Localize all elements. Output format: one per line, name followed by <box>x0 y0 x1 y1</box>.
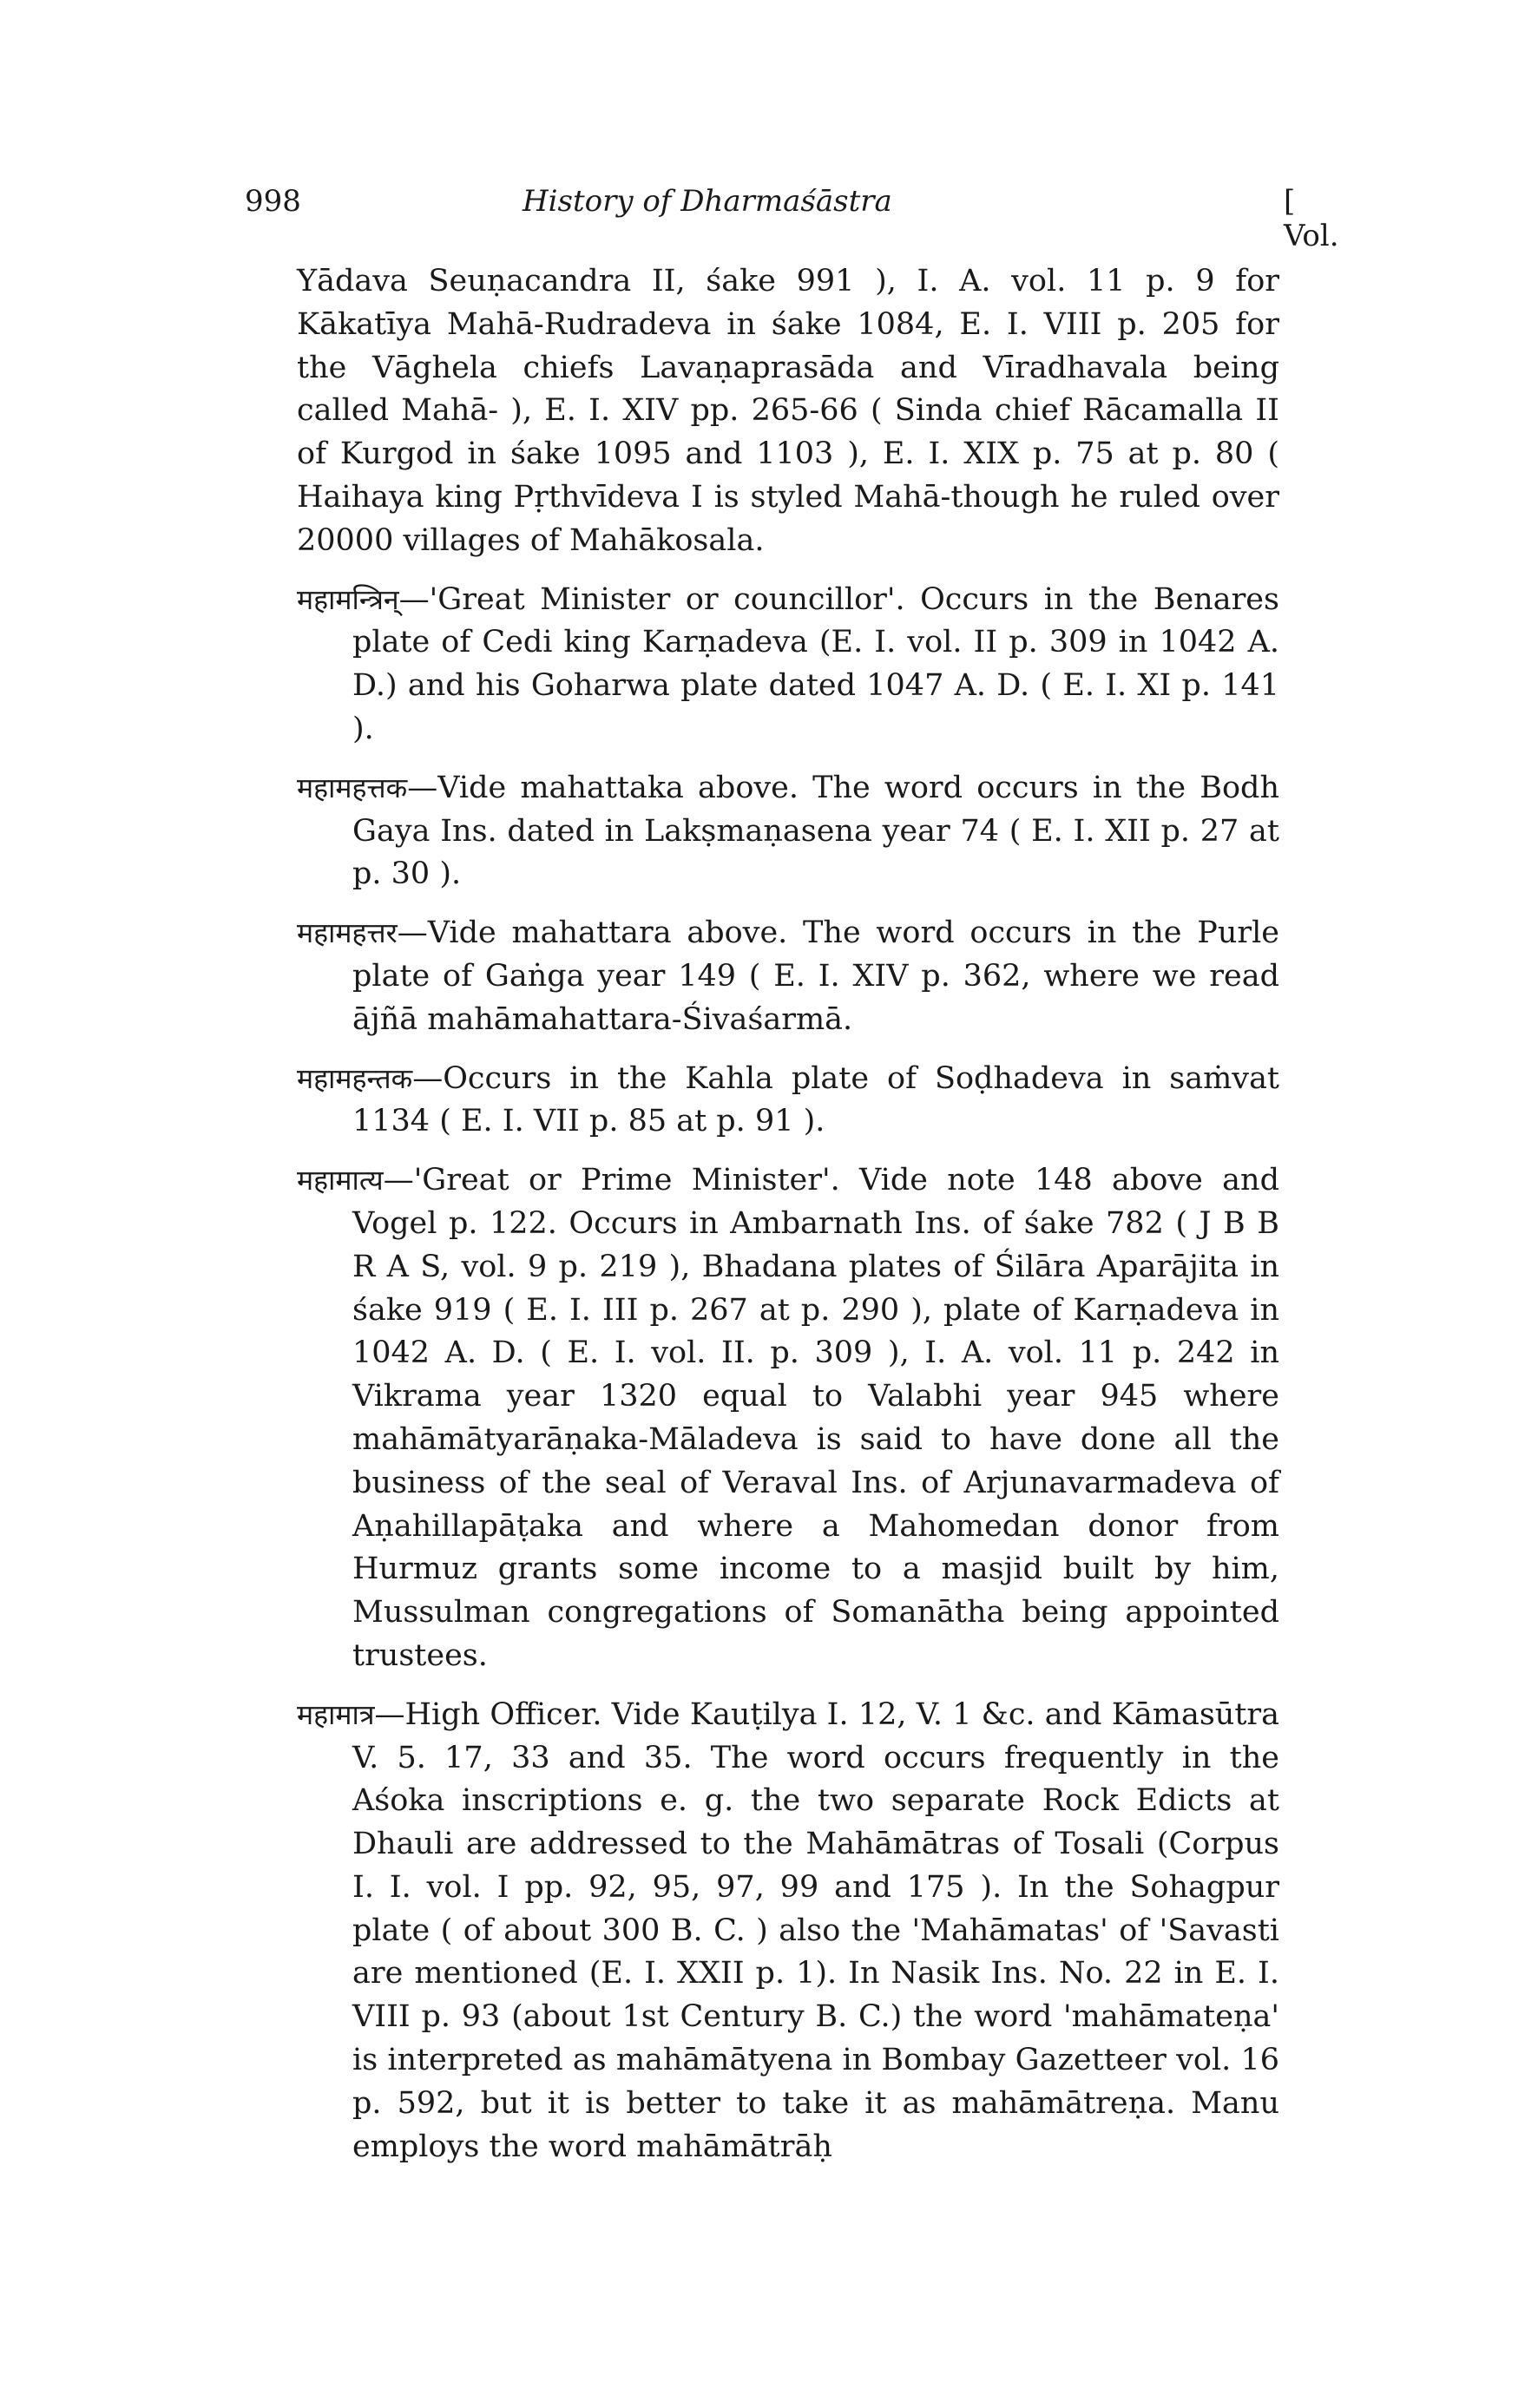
entry-text: —Vide mahattara above. The word occurs in the Purle plate of Gaṅga year 149 ( E. I. XIV p. 362, where we read ājñā mahāmahattara-Śivaśarmā. <box>352 915 1279 1037</box>
glossary-entry <box>297 1159 1279 1678</box>
glossary-entry <box>297 579 1279 751</box>
continuation-paragraph: Yādava Seuṇacandra II, śake 991 ), I. A. vol. 11 p. 9 for Kākatīya Mahā-Rudradeva in śake 1084, E. I. VIII p. 205 for the Vāghela chiefs Lavaṇaprasāda and Vīradhavala being called Mahā- ), E. I. XIV pp. 265-66 ( Sinda chief Rācamalla II of Kurgod in śake 1095 and 1103 ), E. I. XIX p. 75 at p. 80 ( Haihaya king Pṛthvīdeva I is styled Mahā-though he ruled over 20000 villages of Mahākosala. <box>297 264 1279 558</box>
entry-text: —Vide mahattaka above. The word occurs in the Bodh Gaya Ins. dated in Lakṣmaṇasena year 74 ( E. I. XII p. 27 at p. 30 ). <box>352 770 1279 892</box>
page-number: 998 <box>245 184 301 219</box>
glossary-entry <box>297 1058 1279 1145</box>
entry-text: —'Great or Prime Minister'. Vide note 148 above and Vogel p. 122. Occurs in Ambarnath Ins. of śake 782 ( J B B R A S, vol. 9 p. 219 ), Bhadana plates of Śilāra Aparājita in śake 919 ( E. I. III p. 267 at p. 290 ), plate of Karṇadeva in 1042 A. D. ( E. I. vol. II. p. 309 ), I. A. vol. 11 p. 242 in Vikrama year 1320 equal to Valabhi year 945 where mahāmātyarāṇaka-Māladeva is said to have done all the business of the seal of Veraval Ins. of Arjunavarmadeva of Aṇahillapāṭaka and where a Mahomedan donor from Hurmuz grants some income to a masjid built by him, Mussulman congregations of Somanātha being appointed trustees. <box>352 1163 1279 1673</box>
glossary-entry <box>297 912 1279 1041</box>
entry-headword: महामहन्तक <box>297 1061 413 1095</box>
entry-headword: महामात्र <box>297 1697 375 1731</box>
glossary-entry <box>297 767 1279 896</box>
entry-text: —Occurs in the Kahla plate of Soḍhadeva in saṁvat 1134 ( E. I. VII p. 85 at p. 91 ). <box>352 1060 1279 1139</box>
entry-text: —'Great Minister or councillor'. Occurs in the Benares plate of Cedi king Karṇadeva (E. I. vol. II p. 309 in 1042 A. D.) and his Goharwa plate dated 1047 A. D. ( E. I. XI p. 141 ). <box>352 581 1279 746</box>
entry-headword: महामहत्तक <box>297 771 408 804</box>
running-header <box>245 184 1339 253</box>
volume-label: [ Vol. <box>1284 184 1339 253</box>
glossary-entry <box>297 1694 1279 2169</box>
entry-headword: महामात्य <box>297 1164 384 1197</box>
entry-headword: महामन्त्रिन् <box>297 582 399 616</box>
body-text <box>297 260 1279 2169</box>
running-title: History of Dharmaśāstra <box>523 184 892 219</box>
entry-headword: महामहत्तर <box>297 916 398 950</box>
entry-text: —High Officer. Vide Kauṭilya I. 12, V. 1 &c. and Kāmasūtra V. 5. 17, 33 and 35. The word occurs frequently in the Aśoka inscriptions e. g. the two separate Rock Edicts at Dhauli are addressed to the Mahāmātras of Tosali (Corpus I. I. vol. I pp. 92, 95, 97, 99 and 175 ). In the Sohagpur plate ( of about 300 B. C. ) also the 'Mahāmatas' of 'Savasti are mentioned (E. I. XXII p. 1). In Nasik Ins. No. 22 in E. I. VIII p. 93 (about 1st Century B. C.) the word 'mahāmateṇa' is interpreted as mahāmātyena in Bombay Gazetteer vol. 16 p. 592, but it is better to take it as mahāmātreṇa. Manu employs the word mahāmātrāḥ <box>352 1696 1279 2164</box>
